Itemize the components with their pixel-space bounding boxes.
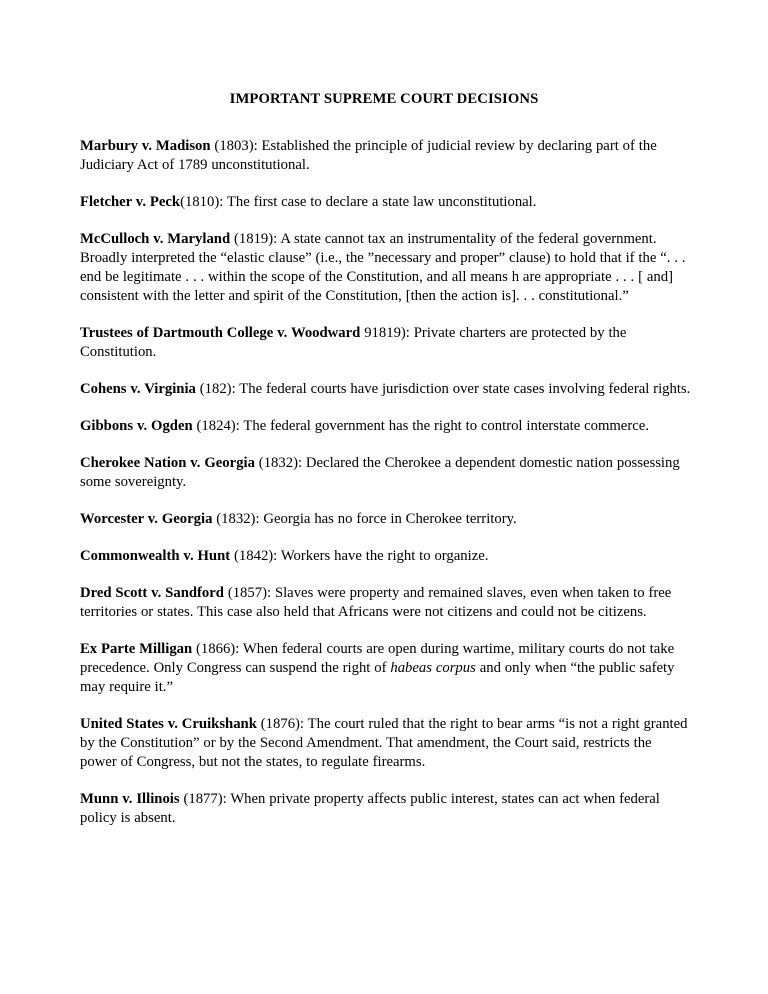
case-list bbox=[80, 137, 692, 846]
case-entry-marbury bbox=[80, 137, 692, 175]
case-name: McCulloch v. Maryland bbox=[80, 231, 231, 247]
case-year: 91819): bbox=[360, 325, 414, 341]
case-year: (1819): bbox=[230, 231, 281, 247]
case-name: Fletcher v. Peck bbox=[80, 194, 181, 210]
case-year: (1857): bbox=[223, 585, 275, 601]
case-entry-gibbons bbox=[80, 417, 692, 436]
case-entry-cherokee-nation bbox=[80, 454, 692, 492]
case-description: The court ruled that the right to bear arms “is not a right granted by the Constitution” or by the Second Amendment. That amendment, the Court said, restricts the power of Congress, but not the states, to regulate firearms. bbox=[80, 716, 688, 770]
case-description: Private charters are protected by the Constitution. bbox=[80, 325, 627, 360]
case-entry-hunt bbox=[80, 547, 692, 566]
case-description: The federal government has the right to control interstate commerce. bbox=[243, 418, 649, 434]
case-description: The federal courts have jurisdiction over state cases involving federal rights. bbox=[239, 381, 691, 397]
case-year: (1832): bbox=[212, 511, 264, 527]
case-year: (1842): bbox=[230, 548, 281, 564]
case-entry-cruikshank bbox=[80, 715, 692, 772]
case-year: (1876): bbox=[256, 716, 308, 732]
case-year: (1877): bbox=[179, 791, 231, 807]
case-entry-cohens bbox=[80, 380, 692, 399]
case-year: (1824): bbox=[192, 418, 244, 434]
case-entry-dartmouth bbox=[80, 324, 692, 362]
case-description-start: When federal courts are open during wartime, military courts do not take precedence. Only Congress can suspend the right of bbox=[80, 641, 675, 676]
document-title: IMPORTANT SUPREME COURT DECISIONS bbox=[229, 91, 539, 107]
case-year: (1803): bbox=[210, 138, 262, 154]
case-entry-dred-scott bbox=[80, 584, 692, 622]
case-name: Munn v. Illinois bbox=[80, 791, 180, 807]
case-description: Georgia has no force in Cherokee territory. bbox=[263, 511, 517, 527]
case-description: Declared the Cherokee a dependent domestic nation possessing some sovereignty. bbox=[80, 455, 680, 490]
case-name: United States v. Cruikshank bbox=[80, 716, 257, 732]
case-name: Ex Parte Milligan bbox=[80, 641, 193, 657]
case-description: Established the principle of judicial review by declaring part of the Judiciary Act of 1789 unconstitutional. bbox=[80, 138, 657, 173]
case-description: When private property affects public interest, states can act when federal policy is absent. bbox=[80, 791, 660, 826]
case-entry-milligan bbox=[80, 640, 692, 697]
case-name: Cherokee Nation v. Georgia bbox=[80, 455, 255, 471]
case-description: A state cannot tax an instrumentality of the federal government. Broadly interpreted the “elastic clause” (i.e., the ”necessary and proper” clause) to hold that if the “. . . end be legitimate . . . within the scope of the Constitution, and all means h are appropriate . . . [ and] consistent with the letter and spirit of the Constitution, [then the action is]. . . constitutional.” bbox=[80, 231, 686, 304]
case-name: Worcester v. Georgia bbox=[80, 511, 213, 527]
case-description: The first case to declare a state law unconstitutional. bbox=[226, 194, 537, 210]
case-entry-mcculloch bbox=[80, 230, 692, 306]
case-name: Commonwealth v. Hunt bbox=[80, 548, 231, 564]
case-year: (1866): bbox=[192, 641, 243, 657]
case-name: Cohens v. Virginia bbox=[80, 381, 196, 397]
case-year: (1832): bbox=[254, 455, 306, 471]
case-description: Slaves were property and remained slaves, even when taken to free territories or states. This case also held that Africans were not citizens and could not be citizens. bbox=[80, 585, 672, 620]
case-name: Dred Scott v. Sandford bbox=[80, 585, 224, 601]
case-name: Gibbons v. Ogden bbox=[80, 418, 193, 434]
case-name: Marbury v. Madison bbox=[80, 138, 211, 154]
case-description: Workers have the right to organize. bbox=[280, 548, 489, 564]
case-entry-fletcher bbox=[80, 193, 692, 212]
case-year: (1810): bbox=[180, 194, 227, 210]
case-entry-munn bbox=[80, 790, 692, 828]
case-name: Trustees of Dartmouth College v. Woodward bbox=[80, 325, 361, 341]
habeas-corpus-term: habeas corpus bbox=[390, 660, 476, 676]
case-year: (182): bbox=[195, 381, 240, 397]
case-entry-worcester bbox=[80, 510, 692, 529]
case-description-end: and only when “the public safety may require it.” bbox=[80, 660, 675, 695]
